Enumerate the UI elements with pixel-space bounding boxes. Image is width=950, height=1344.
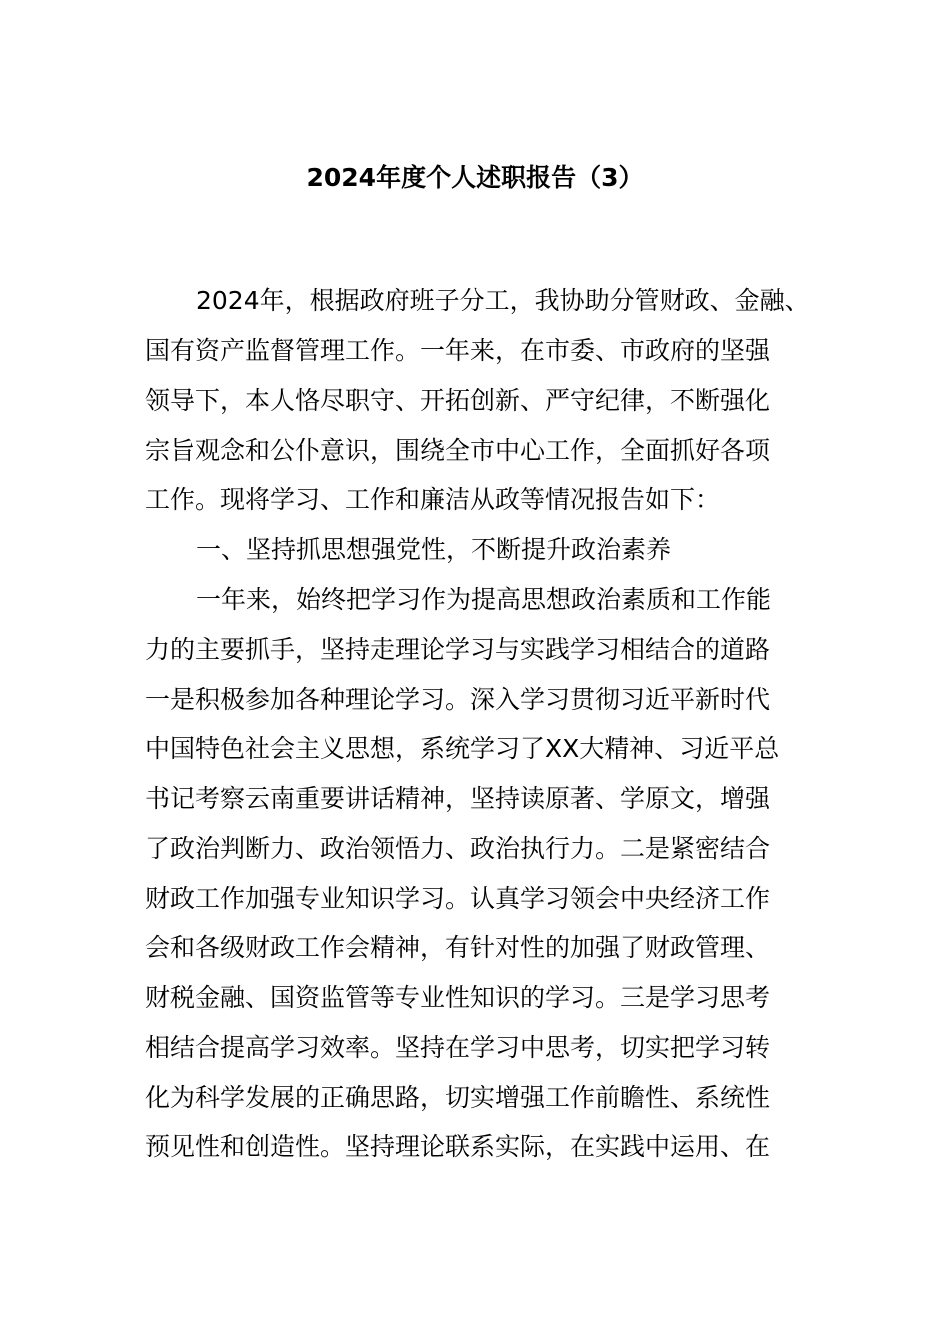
- paragraph-line: 中国特色社会主义思想，系统学习了XX大精神、习近平总: [145, 734, 780, 763]
- paragraph-line: 国有资产监督管理工作。一年来，在市委、市政府的坚强: [145, 336, 771, 365]
- paragraph-line: 预见性和创造性。坚持理论联系实际，在实践中运用、在: [145, 1132, 771, 1161]
- paragraph-line: 相结合提高学习效率。坚持在学习中思考，切实把学习转: [145, 1033, 771, 1062]
- paragraph-line: 财政工作加强专业知识学习。认真学习领会中央经济工作: [145, 884, 771, 913]
- paragraph-line: 一是积极参加各种理论学习。深入学习贯彻习近平新时代: [145, 685, 771, 714]
- document-title: 2024年度个人述职报告（3）: [306, 163, 644, 192]
- section-heading: 一、坚持抓思想强党性，不断提升政治素养: [196, 535, 672, 564]
- paragraph-line: 会和各级财政工作会精神，有针对性的加强了财政管理、: [145, 933, 771, 962]
- paragraph-line: 力的主要抓手，坚持走理论学习与实践学习相结合的道路: [145, 635, 771, 664]
- paragraph-line: 财税金融、国资监管等专业性知识的学习。三是学习思考: [145, 983, 771, 1012]
- paragraph-line: 化为科学发展的正确思路，切实增强工作前瞻性、系统性: [145, 1083, 771, 1112]
- paragraph-line: 书记考察云南重要讲话精神，坚持读原著、学原文，增强: [145, 784, 771, 813]
- paragraph-line: 了政治判断力、政治领悟力、政治执行力。二是紧密结合: [145, 834, 771, 863]
- paragraph-line: 2024年，根据政府班子分工，我协助分管财政、金融、: [196, 286, 810, 315]
- paragraph-line: 一年来，始终把学习作为提高思想政治素质和工作能: [196, 585, 772, 614]
- paragraph-line: 领导下，本人恪尽职守、开拓创新、严守纪律，不断强化: [145, 386, 771, 415]
- paragraph-line: 宗旨观念和公仆意识，围绕全市中心工作，全面抓好各项: [145, 436, 771, 465]
- paragraph-line: 工作。现将学习、工作和廉洁从政等情况报告如下：: [145, 485, 721, 514]
